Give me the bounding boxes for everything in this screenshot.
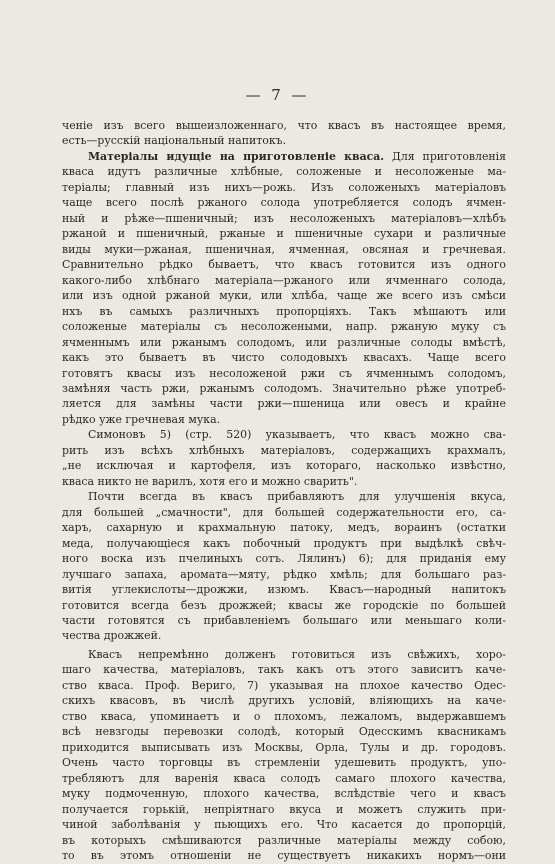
text-line: кваса никто не варилъ, хотя его и можно сварить". [62,474,358,488]
text-line: Симоновъ 5) (стр. 520) указываетъ, что квасъ можно сва- [88,428,506,442]
text-line: муку подмоченную, плохого качества, вслѣдствіе чего и квасъ [62,787,506,801]
text-line: Квасъ непремѣнно долженъ готовиться изъ свѣжихъ, хоро- [88,647,506,661]
text-line: ченіе изъ всего вышеизложеннаго, что квасъ въ настоящее время, [62,119,506,132]
text-line: готовятъ квасы изъ несоложеной ржи съ ячменнымъ солодомъ, [62,366,506,380]
text-line: теріалы; главный изъ нихъ—рожь. Изъ соложеныхъ матеріаловъ [62,180,506,194]
text-line: рѣдко уже гречневая мука. [62,412,221,426]
text-line: чаще всего послѣ ржаного солода употребляется солодъ ячмен- [62,196,506,210]
text-line: ячменнымъ или ржанымъ солодомъ, или различные солоды вмѣстѣ, [62,335,506,349]
simonov-paragraph [62,427,506,644]
text-line: харъ, сахарную и крахмальную патоку, медъ, вораинъ (остатки [62,521,506,535]
text-line: замѣняя часть ржи, ржанымъ солодомъ. Значительно рѣже употреб- [62,381,506,395]
page-number: — 7 — [245,86,310,104]
text-line: чества дрожжей. [62,629,162,643]
text-line: или изъ одной ржаной муки, или хлѣба, чаще же всего изъ смѣси [62,289,506,303]
text-line: Очень часто торговцы въ стремленіи удешевить продуктъ, упо- [62,756,506,770]
text-line: виды муки—ржаная, пшеничная, ячменная, овсяная и гречневая. [62,242,506,256]
text-line: Сравнительно рѣдко бываетъ, что квасъ готовится изъ одного [62,258,506,272]
text-body [62,118,506,864]
section-heading-line [62,149,506,164]
text-line: ный и рѣже—пшеничный; изъ несоложеныхъ матеріаловъ—хлѣбъ [62,211,506,225]
text-line: какого-либо хлѣбнаго матеріала—ржаного или ячменнаго солода, [62,273,506,287]
text-line: какъ это бываетъ въ чисто солодовыхъ квасахъ. Чаще всего [62,351,506,365]
text-line: рить изъ всѣхъ хлѣбныхъ матеріаловъ, содержащихъ крахмалъ, [62,443,506,457]
text-line: „не исключая и картофеля, изъ котораго, насколько извѣстно, [62,459,506,473]
text-line: то въ этомъ отношеніи не существуетъ никакихъ нормъ—они [62,849,506,863]
text-line: чиной заболѣванія у пьющихъ его. Что касается до пропорцій, [62,818,506,832]
text-line: соложеные матеріалы съ несоложеными, напр. ржаную муку съ [62,320,506,334]
text-line: ляется для замѣны части ржи—пшеница или овесъ и крайне [62,397,506,411]
text-line: ного воска изъ пчелиныхъ сотъ. Лялинъ) 6); для приданія ему [62,552,506,566]
text-line: меда, получающіеся какъ побочный продуктъ при выдѣлкѣ свѣч- [62,536,506,550]
text-line: требляютъ для варенія кваса солодъ самаго плохого качества, [62,771,506,785]
text-line: кваса идутъ различные хлѣбные, соложеные и несоложеные ма- [62,165,506,179]
quality-paragraph [62,647,506,864]
text-line: въ которыхъ смѣшиваются различные матеріалы между собою, [62,833,506,847]
text-line: шаго качества, матеріаловъ, такъ какъ отъ этого зависитъ каче- [62,663,506,677]
heading-line-rest: Для приготовленія [384,149,506,163]
text-line: для большей „смачности", для большей содержательности его, са- [62,505,506,519]
materials-paragraph [62,149,506,427]
text-line: ржаной и пшеничный, ржаные и пшеничные сухари и различные [62,227,506,241]
section-heading: Матеріалы идущіе на приготовленіе кваса. [88,149,385,163]
text-line: витія углекислоты—дрожжи, изюмъ. Квасъ—народный напитокъ [62,583,506,597]
text-line: готовится всегда безъ дрожжей; квасы же городскіе по большей [62,598,506,612]
text-line: всѣ невзгоды перевозки солодѣ, который Одесскимъ квасникамъ [62,725,506,739]
text-line: ство кваса, упоминаетъ и о плохомъ, лежаломъ, выдержавшемъ [62,709,506,723]
text-line: Почти всегда въ квасъ прибавляютъ для улучшенія вкуса, [88,490,506,504]
text-line: нхъ въ самыхъ различныхъ пропорціяхъ. Такъ мѣшаютъ или [62,304,506,318]
text-line: есть—русскій національный напитокъ. [62,134,287,148]
text-line: получается горькій, непріятнаго вкуса и можетъ служить при- [62,802,506,816]
text-line: части готовятся съ прибавленіемъ большаго или меньшаго коли- [62,614,506,627]
intro-paragraph [62,118,506,149]
text-line: лучшаго запаха, аромата—мяту, рѣдко хмѣль; для большаго раз- [62,567,506,581]
text-line: приходится выписывать изъ Москвы, Орла, Тулы и др. городовъ. [62,740,506,754]
text-line: скихъ квасовъ, въ числѣ другихъ условій, вліяющихъ на каче- [62,694,506,708]
text-line: ство кваса. Проф. Вериго, 7) указывая на плохое качество Одес- [62,678,506,692]
